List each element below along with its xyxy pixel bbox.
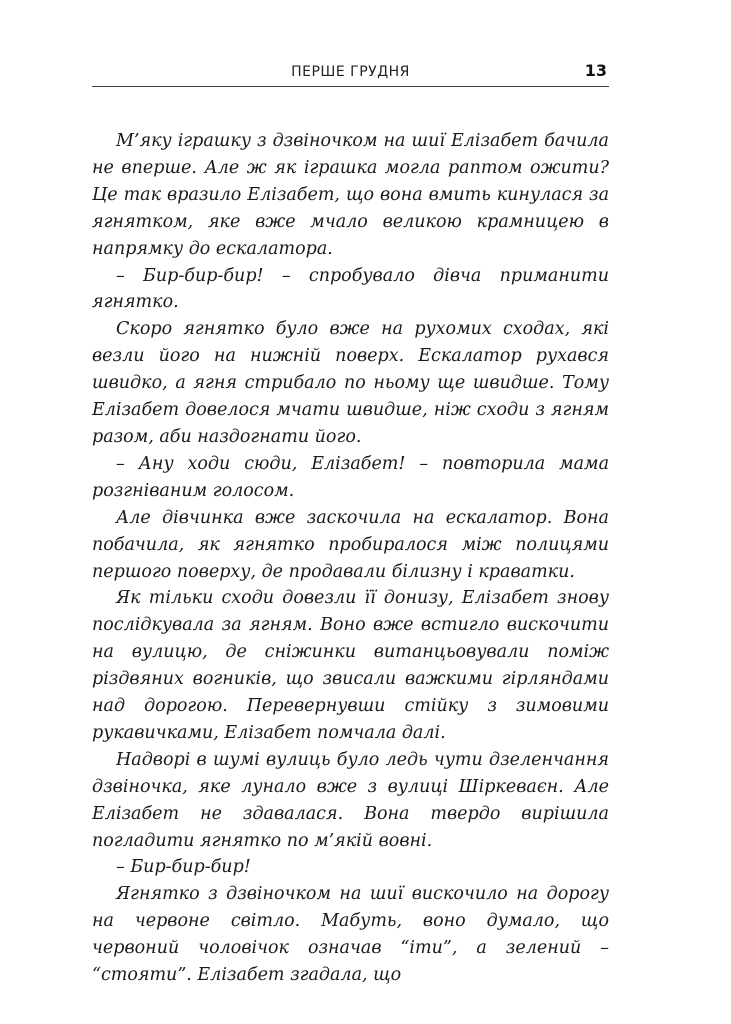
body-text — [92, 128, 609, 989]
paragraph: Як тільки сходи довезли її донизу, Елізабет знову послідкувала за ягням. Воно вже встигло вискочити на вулицю, де сніжинки витанцьовували поміж різдвяних вогників, що звисали важкими гірляндами над дорогою. Перевернувши стійку з зимовими рукавичками, Елізабет помчала далі. — [92, 588, 609, 743]
paragraph: Надворі в шумі вулиць було ледь чути дзеленчання дзвіночка, яке лунало вже з вулиці Шіркеваєн. Але Елізабет не здавалася. Вона твердо вирішила погладити ягнятко по м’якій вовні. — [92, 749, 609, 851]
running-title: ПЕРШЕ ГРУДНЯ — [291, 64, 410, 80]
paragraph: – Бир-бир-бир! — [116, 857, 251, 878]
paragraph: М’яку іграшку з дзвіночком на шиї Елізабет бачила не вперше. Але ж як іграшка могла раптом ожити? Це так вразило Елізабет, що вона вмить кинулася за ягнятком, яке вже мчало великою крамницею в напрямку до ескалатора. — [92, 131, 609, 259]
paragraph: Скоро ягнятко було вже на рухомих сходах, які везли його на нижній поверх. Ескалатор рухався швидко, а ягня стрибало по ньому ще швидше. Тому Елізабет довелося мчати швидше, ніж сходи з ягням разом, аби наздогнати його. — [92, 319, 609, 447]
paragraph: Але дівчинка вже заскочила на ескалатор. Вона побачила, як ягнятко пробиралося між полицями першого поверху, де продавали білизну і краватки. — [92, 507, 609, 582]
page-header — [92, 58, 609, 87]
page-number: 13 — [584, 61, 607, 80]
paragraph: – Ану ходи сюди, Елізабет! – повторила мама розгніваним голосом. — [92, 453, 609, 501]
paragraph: – Бир-бир-бир! – спробувало дівча приманити ягнятко. — [92, 265, 609, 313]
paragraph: Ягнятко з дзвіночком на шиї вискочило на дорогу на червоне світло. Мабуть, воно думало, що червоний чоловічок означав “іти”, а зелений – “стояти”. Елізабет згадала, що — [92, 884, 609, 986]
